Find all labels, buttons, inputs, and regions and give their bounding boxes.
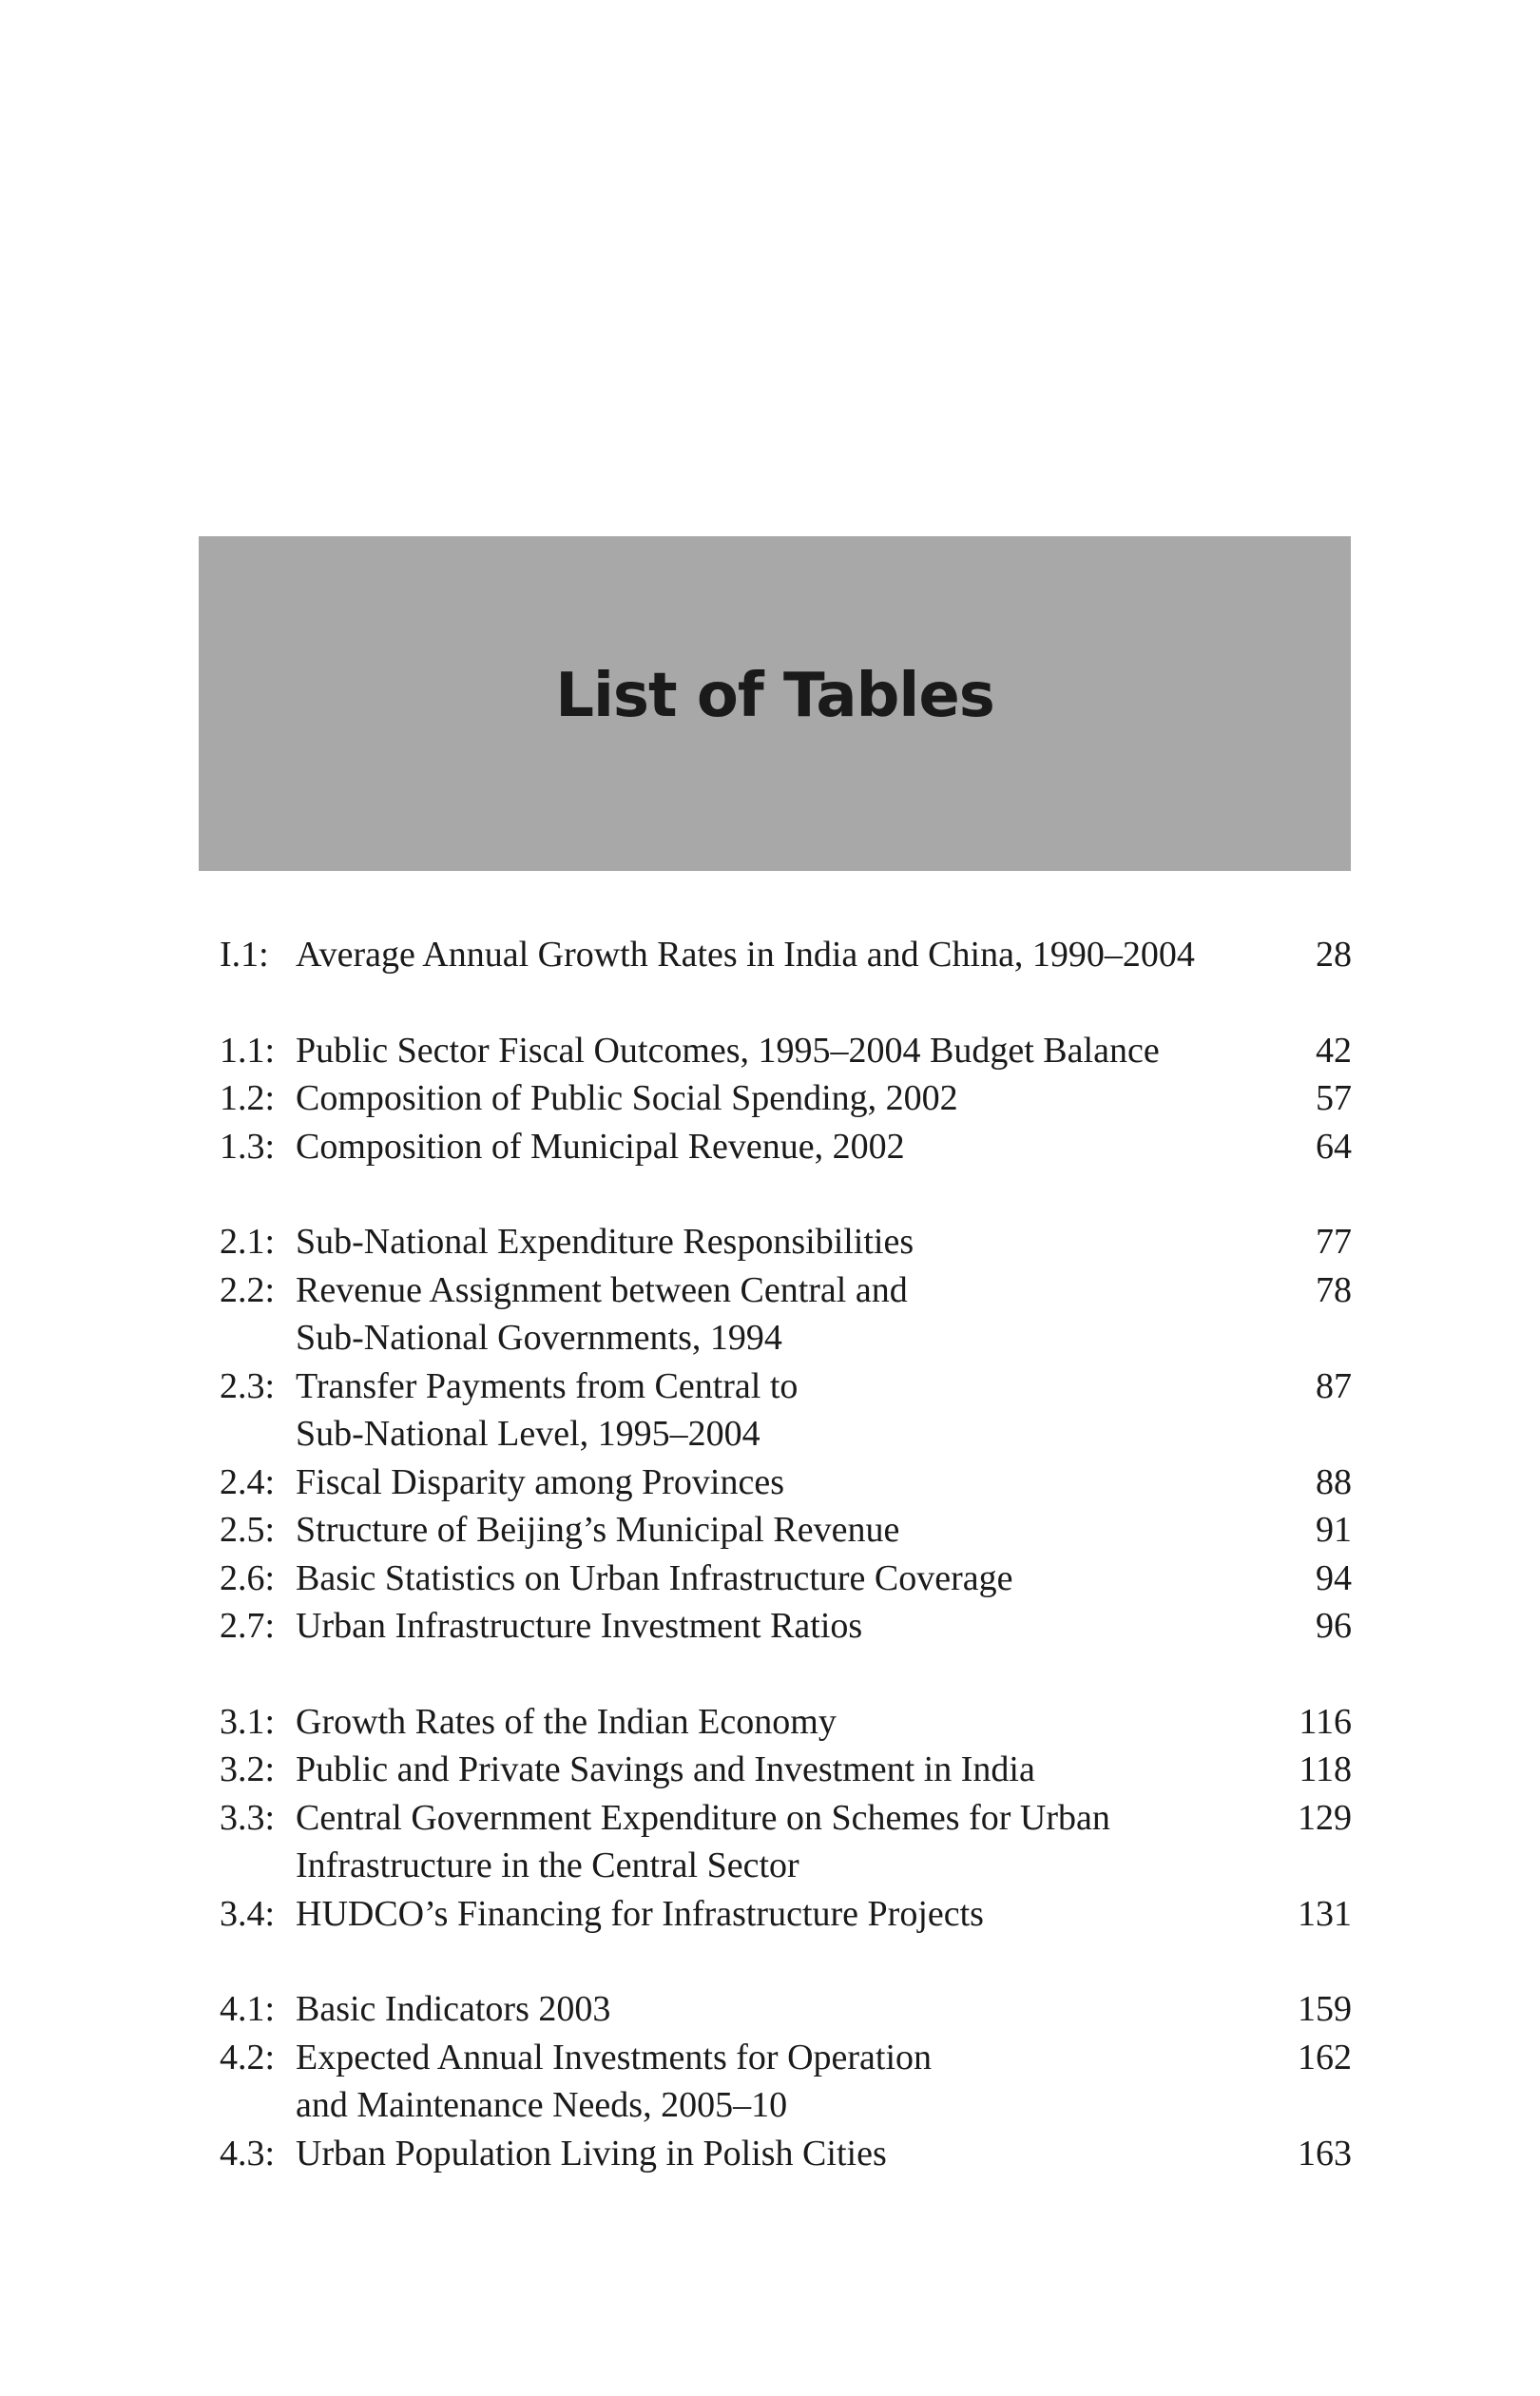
table-title-line: Infrastructure in the Central Sector [296,1845,799,1885]
page-number: 28 [1316,935,1352,975]
page-number: 118 [1299,1749,1352,1789]
toc-entry[interactable] [220,1506,1352,1555]
page-number: 91 [1316,1510,1352,1550]
table-title [296,1985,1247,2034]
table-title-line: Public and Private Savings and Investment in India [296,1749,1035,1789]
table-title-line: Sub-National Governments, 1994 [296,1318,782,1358]
page-number: 88 [1316,1461,1352,1502]
table-title-line: Average Annual Growth Rates in India and China, 1990–2004 [296,935,1195,975]
table-title [296,1555,1247,1603]
toc-entry[interactable] [220,1746,1352,1794]
table-title [296,1794,1247,1890]
table-number: 4.1: [220,1989,276,2029]
table-title [296,1123,1247,1171]
table-title [296,1506,1247,1555]
toc-entry[interactable] [220,2130,1352,2178]
page-title: List of Tables [555,661,994,731]
table-title-line: Structure of Beijing’s Municipal Revenue [296,1510,900,1550]
table-number: 4.2: [220,2037,276,2077]
table-title [296,1362,1247,1459]
table-number: 3.1: [220,1701,276,1742]
table-number: 2.2: [220,1269,276,1310]
table-title-line: Sub-National Level, 1995–2004 [296,1414,760,1454]
toc-entry[interactable] [220,2034,1352,2130]
table-number: 3.2: [220,1749,276,1789]
page-number: 57 [1316,1078,1352,1118]
table-title-line: and Maintenance Needs, 2005–10 [296,2085,788,2125]
toc-entry[interactable] [220,1985,1352,2034]
table-number: 4.3: [220,2133,276,2174]
table-number: 1.2: [220,1078,276,1118]
table-title-line: Urban Infrastructure Investment Ratios [296,1606,863,1646]
table-title [296,1266,1247,1362]
toc-entry[interactable] [220,1123,1352,1171]
table-title-line: Composition of Municipal Revenue, 2002 [296,1126,905,1167]
toc-entry[interactable] [220,1027,1352,1075]
table-title-line: Urban Population Living in Polish Cities [296,2133,887,2174]
toc-entry[interactable] [220,1698,1352,1747]
toc-entry[interactable] [220,1602,1352,1651]
table-title [296,2034,1247,2130]
page-number: 163 [1298,2133,1352,2174]
table-title [296,2130,1247,2178]
table-title [296,1218,1247,1266]
table-number: 1.1: [220,1030,276,1071]
table-title-line: Transfer Payments from Central to [296,1365,799,1406]
table-title-line: Basic Indicators 2003 [296,1989,611,2029]
table-title-line: Central Government Expenditure on Schemes for Urban [296,1797,1110,1838]
toc-entry[interactable] [220,1074,1352,1123]
table-title [296,1074,1247,1123]
table-number: 2.6: [220,1557,276,1598]
table-title-line: Expected Annual Investments for Operation [296,2037,933,2077]
table-number: 2.5: [220,1510,276,1550]
page-number: 96 [1316,1606,1352,1646]
page-number: 87 [1316,1365,1352,1406]
table-title [296,1698,1247,1747]
page-number: 129 [1298,1797,1352,1838]
table-title-line: Public Sector Fiscal Outcomes, 1995–2004 Budget Balance [296,1030,1160,1071]
page-number: 94 [1316,1557,1352,1598]
table-title-line: Sub-National Expenditure Responsibilities [296,1222,914,1262]
toc-entry[interactable] [220,1218,1352,1266]
page-number: 162 [1298,2037,1352,2077]
table-title-line: Basic Statistics on Urban Infrastructure Coverage [296,1557,1013,1598]
table-number: 1.3: [220,1126,276,1167]
page-number: 131 [1298,1893,1352,1934]
page-number: 159 [1298,1989,1352,2029]
table-title-line: Growth Rates of the Indian Economy [296,1701,837,1742]
toc-entry[interactable] [220,1362,1352,1459]
page-number: 42 [1316,1030,1352,1071]
table-title [296,1459,1247,1507]
page-number: 77 [1316,1222,1352,1262]
toc-entry[interactable] [220,1266,1352,1362]
table-title-line: Revenue Assignment between Central and [296,1269,908,1310]
toc-group [220,1698,1352,1939]
title-band [199,536,1351,871]
toc-entry[interactable] [220,1459,1352,1507]
table-number: 3.3: [220,1797,276,1838]
toc-group [220,931,1352,979]
table-number: 3.4: [220,1893,276,1934]
table-of-contents [220,931,1352,2225]
toc-group [220,1027,1352,1171]
table-title [296,1890,1247,1939]
table-number: 2.4: [220,1461,276,1502]
table-number: 2.3: [220,1365,276,1406]
page-number: 78 [1316,1269,1352,1310]
toc-entry[interactable] [220,1555,1352,1603]
table-title-line: Composition of Public Social Spending, 2002 [296,1078,958,1118]
table-title-line: HUDCO’s Financing for Infrastructure Projects [296,1893,984,1934]
table-title-line: Fiscal Disparity among Provinces [296,1461,784,1502]
table-title [296,931,1247,979]
table-title [296,1027,1247,1075]
table-number: 2.1: [220,1222,276,1262]
table-number: 2.7: [220,1606,276,1646]
table-title [296,1746,1247,1794]
page-number: 116 [1299,1701,1352,1742]
toc-group [220,1218,1352,1651]
toc-entry[interactable] [220,931,1352,979]
toc-entry[interactable] [220,1890,1352,1939]
table-title [296,1602,1247,1651]
page-number: 64 [1316,1126,1352,1167]
toc-group [220,1985,1352,2177]
table-number: I.1: [220,935,269,975]
toc-entry[interactable] [220,1794,1352,1890]
